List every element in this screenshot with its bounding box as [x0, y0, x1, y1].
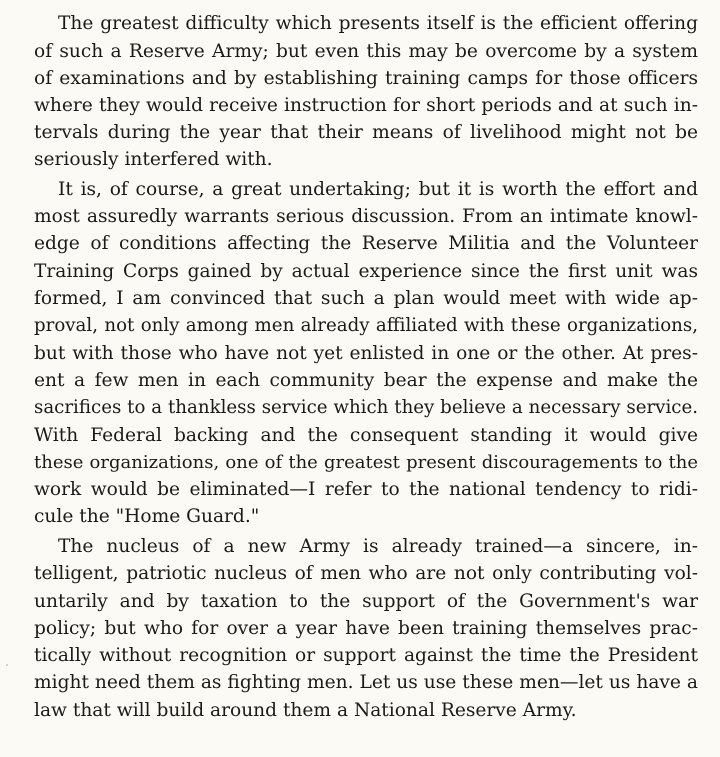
- paragraph-2-line-9: sacrifices to a thankless service which they believe a necessary service.: [34, 397, 698, 418]
- paragraph-2-line-12: work would be eliminated—I refer to the national tendency to ridi-: [34, 479, 698, 500]
- paragraph-3-line-7: law that will build around them a National Reserve Army.: [34, 700, 577, 721]
- paragraph-1-line-5: tervals during the year that their means of livelihood might not be: [34, 122, 698, 143]
- paragraph-3-line-1: The nucleus of a new Army is already trained—a sincere, in-: [58, 536, 698, 557]
- paragraph-2-line-1: It is, of course, a great undertaking; but it is worth the effort and: [58, 179, 698, 200]
- paragraph-1-line-2: of such a Reserve Army; but even this may be overcome by a system: [34, 41, 698, 62]
- paragraph-2-line-8: ent a few men in each community bear the expense and make the: [34, 370, 698, 391]
- paragraph-1-line-6: seriously interfered with.: [34, 149, 273, 170]
- paragraph-1-line-4: where they would receive instruction for short periods and at such in-: [34, 95, 698, 116]
- paper-speck: [6, 664, 8, 666]
- paragraph-2-line-10: With Federal backing and the consequent standing it would give: [34, 425, 698, 446]
- paragraph-3-line-5: tically without recognition or support against the time the President: [34, 645, 698, 666]
- paragraph-2-line-6: proval, not only among men already affiliated with these organizations,: [34, 315, 698, 336]
- paragraph-1-line-1: The greatest difficulty which presents itself is the efficient offering: [58, 13, 698, 34]
- paragraph-1-line-3: of examinations and by establishing training camps for those officers: [34, 68, 698, 89]
- paragraph-2-line-3: edge of conditions affecting the Reserve Militia and the Volunteer: [34, 233, 698, 254]
- paragraph-2-line-7: but with those who have not yet enlisted in one or the other. At pres-: [34, 343, 698, 364]
- paragraph-2-line-5: formed, I am convinced that such a plan would meet with wide ap-: [34, 288, 698, 309]
- paragraph-3-line-2: telligent, patriotic nucleus of men who are not only contributing vol-: [34, 563, 698, 584]
- paragraph-3-line-3: untarily and by taxation to the support of the Government's war: [34, 591, 698, 612]
- paragraph-2-line-4: Training Corps gained by actual experience since the first unit was: [34, 261, 698, 282]
- paragraph-3-line-6: might need them as fighting men. Let us use these men—let us have a: [34, 672, 698, 693]
- paragraph-2-line-2: most assuredly warrants serious discussion. From an intimate knowl-: [34, 206, 698, 227]
- paragraph-2-line-13: cule the "Home Guard.": [34, 506, 260, 527]
- paragraph-2-line-11: these organizations, one of the greatest present discouragements to the: [34, 452, 698, 473]
- paragraph-3-line-4: policy; but who for over a year have been training themselves prac-: [34, 618, 698, 639]
